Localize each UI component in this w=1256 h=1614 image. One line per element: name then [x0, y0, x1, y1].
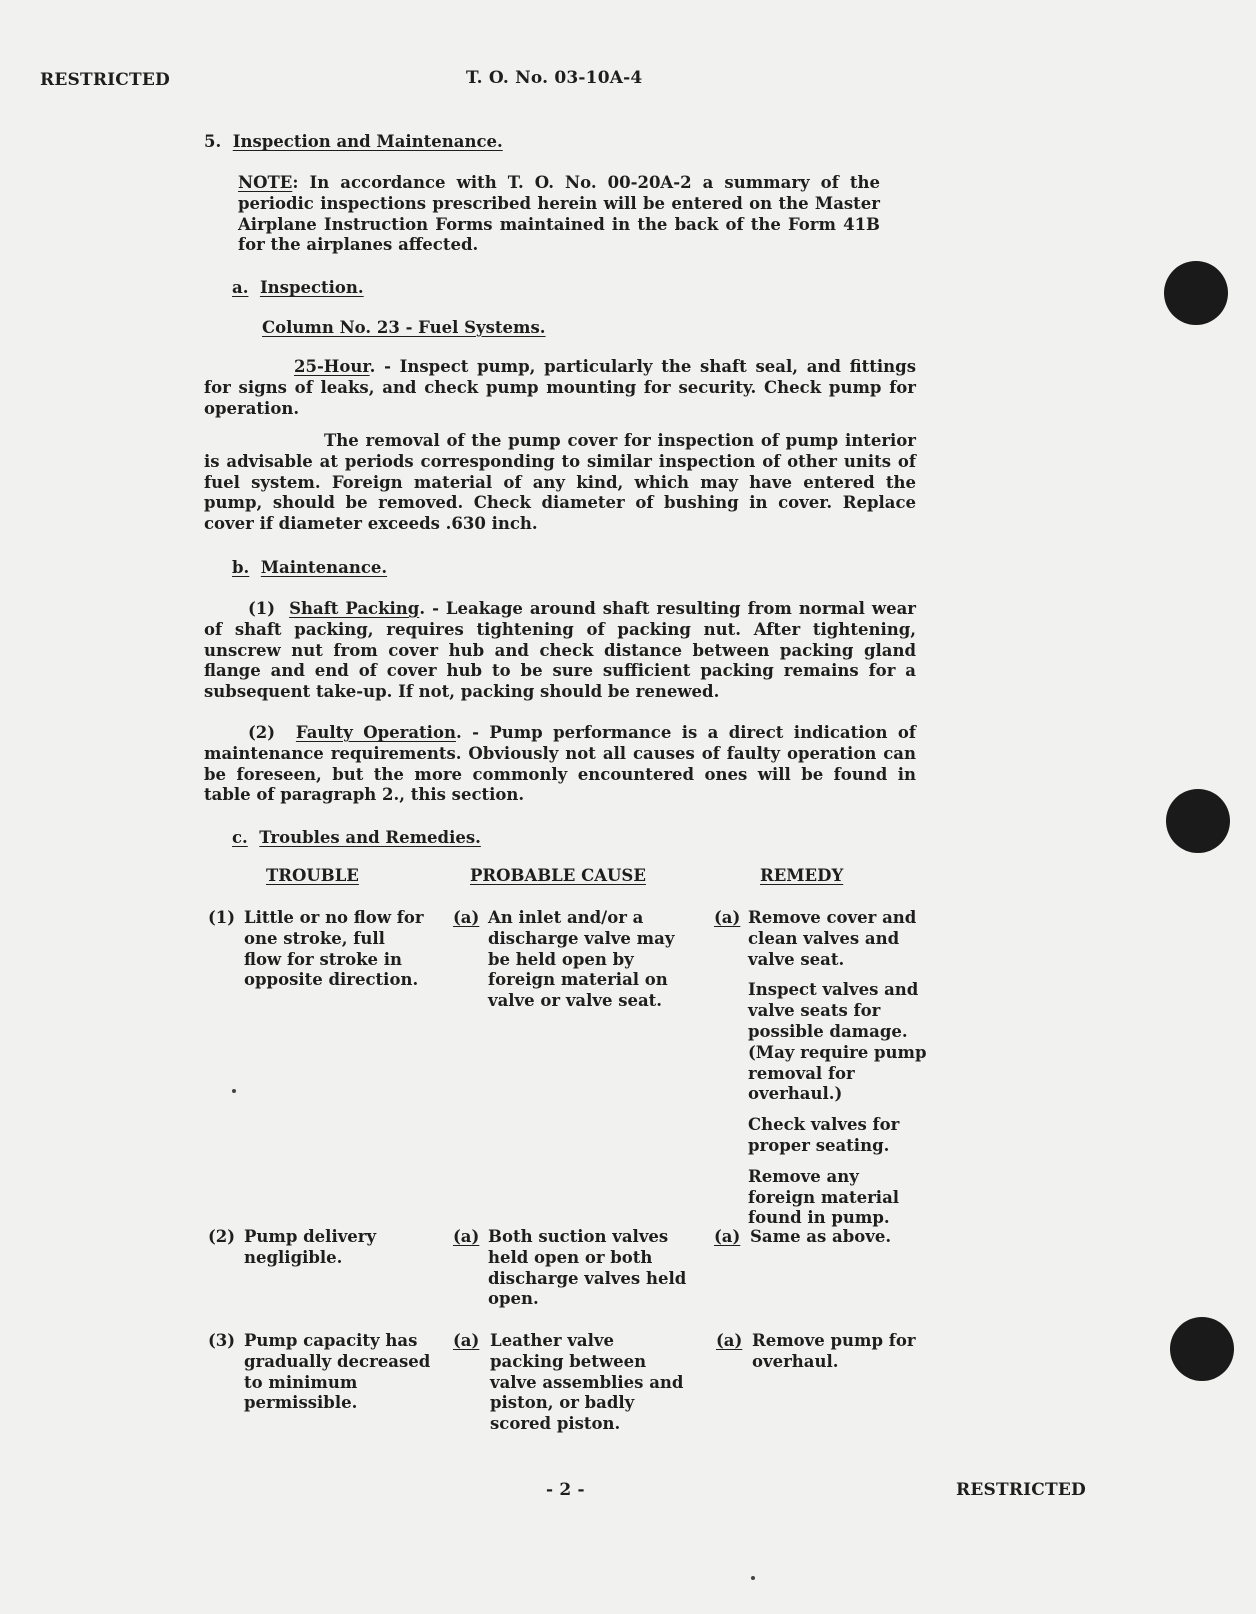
header-classification: RESTRICTED — [40, 70, 170, 90]
header-to-number: T. O. No. 03-10A-4 — [466, 68, 643, 88]
punch-hole-top — [1164, 261, 1228, 325]
column-header-trouble: TROUBLE — [266, 866, 359, 885]
remedy-step: Remove cover and clean valves and valve seat. — [748, 908, 917, 969]
section-title: Inspection and Maintenance. — [232, 132, 503, 151]
cause-cell: An inlet and/or a discharge valve may be held open by foreign material on valve or valve seat. — [488, 908, 675, 1011]
troubles-letter: c. — [232, 828, 248, 847]
hour-inspection-paragraph — [204, 357, 916, 419]
remedy-step: Check valves for proper seating. — [748, 1115, 900, 1155]
page-speck — [751, 1576, 755, 1580]
footer-classification: RESTRICTED — [956, 1480, 1086, 1500]
inspection-letter: a. — [232, 278, 249, 297]
inspection-title: Inspection. — [259, 278, 364, 297]
item2-label: Faulty Operation — [295, 723, 456, 742]
remedy-letter: (a) — [714, 1227, 741, 1246]
maintenance-heading — [232, 557, 387, 578]
note-paragraph — [238, 173, 880, 256]
cause-letter: (a) — [453, 1331, 480, 1350]
remedy-cell: Remove pump for overhaul. — [752, 1331, 916, 1371]
cause-cell: Leather valve packing between valve assemblies and piston, or badly scored piston. — [490, 1331, 684, 1434]
item2-text: . - Pump performance is a direct indication of maintenance requirements. Obviously not all causes of faulty operation can be foreseen, but the more commonly encountered ones will be found in table of paragraph 2., this section. — [204, 723, 916, 805]
troubles-title: Troubles and Remedies. — [259, 828, 481, 847]
remedy-step: Remove any foreign material found in pump. — [748, 1166, 900, 1228]
hour-label: 25-Hour — [294, 357, 370, 376]
section-heading — [204, 131, 503, 152]
page-speck — [232, 1089, 236, 1093]
note-text: : In accordance with T. O. No. 00-20A-2 a summary of the periodic inspections prescribed herein will be entered on the Master Airplane Instruction Forms maintained in the back of the Form 41B for the airplanes affected. — [238, 173, 880, 255]
cause-cell: Both suction valves held open or both discharge valves held open. — [488, 1227, 687, 1309]
cover-removal-paragraph: The removal of the pump cover for inspection of pump interior is advisable at periods corresponding to similar inspection of other units of fuel system. Foreign material of any kind, which may have entered the pump, should be removed. Check diameter of bushing in cover. Replace cover if diameter exceeds .630 inch. — [204, 431, 916, 534]
item1-text: . - Leakage around shaft resulting from normal wear of shaft packing, requires tightening of packing nut. After tightening, unscrew nut from cover hub and check distance between packing gland flange and end of cover hub to be sure sufficient packing remains for a subsequent take-up. If not, packing should be renewed. — [204, 599, 916, 702]
item1-label: Shaft Packing — [289, 599, 420, 618]
item1-number: (1) — [248, 599, 276, 618]
faulty-operation-paragraph — [204, 723, 916, 806]
trouble-cell: Pump delivery negligible. — [244, 1227, 377, 1267]
column-heading: Column No. 23 - Fuel Systems. — [262, 318, 546, 337]
hour-text: . - Inspect pump, particularly the shaft seal, and fittings for signs of leaks, and check pump mounting for security. Check pump for operation. — [204, 357, 916, 418]
troubles-heading — [232, 827, 481, 848]
column-header-remedy: REMEDY — [760, 866, 844, 885]
cause-letter: (a) — [453, 908, 480, 927]
punch-hole-bottom — [1170, 1317, 1234, 1381]
maintenance-letter: b. — [232, 558, 250, 577]
table-row-number: (1) — [208, 908, 236, 927]
trouble-cell: Little or no flow for one stroke, full flow for stroke in opposite direction. — [244, 908, 424, 990]
punch-hole-middle — [1166, 789, 1230, 853]
table-row-number: (2) — [208, 1227, 236, 1246]
page-number: - 2 - — [546, 1480, 585, 1500]
shaft-packing-paragraph — [204, 599, 916, 703]
section-number: 5. — [204, 132, 222, 151]
remedy-letter: (a) — [714, 908, 741, 927]
remedy-cell: Same as above. — [750, 1227, 892, 1246]
note-label: NOTE — [238, 173, 293, 192]
column-header-cause: PROBABLE CAUSE — [470, 866, 646, 885]
cause-letter: (a) — [453, 1227, 480, 1246]
remedy-cell — [748, 908, 930, 1239]
item2-number: (2) — [248, 723, 276, 742]
trouble-cell: Pump capacity has gradually decreased to minimum permissible. — [244, 1331, 431, 1413]
inspection-heading — [232, 277, 364, 298]
remedy-step: Inspect valves and valve seats for possible damage. (May require pump removal for overhaul.) — [748, 980, 927, 1104]
remedy-letter: (a) — [716, 1331, 743, 1350]
table-row-number: (3) — [208, 1331, 236, 1350]
maintenance-title: Maintenance. — [260, 558, 388, 577]
